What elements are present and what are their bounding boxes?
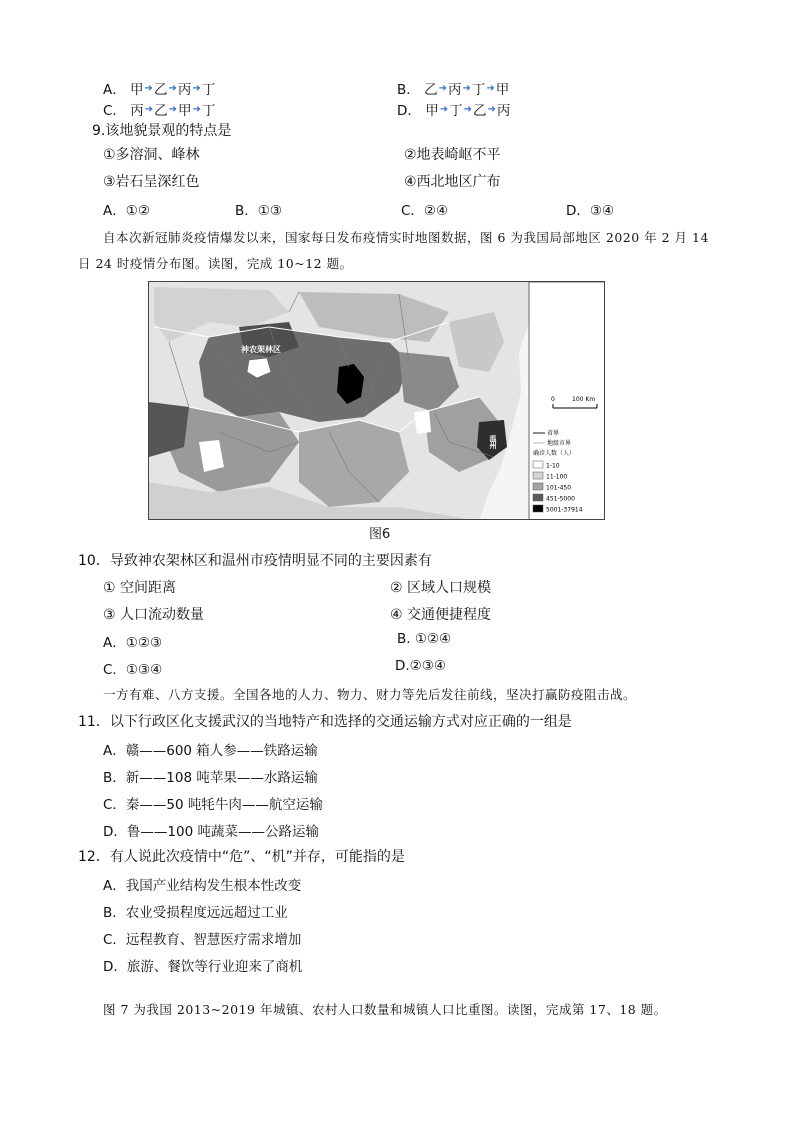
q8-option-c[interactable] (103, 99, 215, 119)
seq-item: 甲 (495, 82, 510, 98)
q9-statement-2: ②地表崎岖不平 (404, 147, 501, 163)
arrow-right-icon: ➜ (192, 103, 201, 115)
intro-line-2: 日 24 时疫情分布图。读图，完成 10~12 题。 (78, 256, 353, 271)
q11-option-b[interactable]: B．新——108 吨苹果——水路运输 (103, 770, 318, 786)
arrow-right-icon: ➜ (144, 82, 153, 94)
q12-option-c[interactable]: C．远程教育、智慧医疗需求增加 (103, 932, 302, 948)
q9-option-d[interactable]: D．③④ (566, 203, 615, 219)
q10-statement-3: ③ 人口流动数量 (103, 607, 205, 623)
arrow-right-icon: ➜ (463, 103, 472, 115)
seq-item: 丙 (130, 103, 144, 119)
q8-option-d[interactable] (397, 99, 510, 119)
q8-option-b[interactable] (397, 78, 509, 98)
legend-swatch-3 (533, 494, 543, 501)
epidemic-map (148, 281, 605, 520)
legend-label-2: 101-450 (546, 484, 572, 492)
arrow-right-icon: ➜ (462, 82, 471, 94)
q11-option-c[interactable]: C．秦——50 吨牦牛肉——航空运输 (103, 797, 323, 813)
seq-item: 乙 (424, 82, 438, 98)
arrow-right-icon: ➜ (438, 82, 447, 94)
q12-option-d[interactable]: D．旅游、餐饮等行业迎来了商机 (103, 959, 303, 975)
q8-option-b-letter: B． (397, 82, 420, 98)
scale-zero: 0 (551, 396, 555, 403)
arrow-right-icon: ➜ (487, 103, 496, 115)
figure-6-caption: 图6 (369, 527, 391, 542)
q10-statement-1: ① 空间距离 (103, 580, 177, 596)
q9-option-c[interactable]: C．②④ (401, 203, 449, 219)
seq-item: 丁 (201, 103, 216, 119)
epidemic-map-svg (149, 282, 605, 520)
q9-option-a[interactable]: A．①② (103, 203, 150, 219)
q10-statement-2: ② 区域人口规模 (390, 580, 492, 596)
q8-option-a-sequence (130, 78, 215, 98)
q9-option-b[interactable]: B．①③ (235, 203, 282, 219)
q10-statement-4: ④ 交通便捷程度 (390, 607, 492, 623)
q8-option-c-letter: C． (103, 103, 126, 119)
legend-province-label: 省界 (547, 430, 560, 437)
label-shennongjia: 神农架林区 (241, 345, 281, 354)
seq-item: 甲 (130, 82, 144, 98)
seq-item: 丁 (201, 82, 216, 98)
q11-question: 11．以下行政区化支援武汉的当地特产和选择的交通运输方式对应正确的一组是 (78, 714, 572, 730)
seq-item: 丁 (449, 103, 463, 119)
intro-3: 图 7 为我国 2013~2019 年城镇、农村人口数量和城镇人口比重图。读图，完成第 17、18 题。 (103, 1002, 667, 1017)
q10-option-a[interactable]: A．①②③ (103, 635, 163, 651)
legend-label-0: 1-10 (546, 462, 560, 470)
q10-option-c[interactable]: C．①③④ (103, 662, 163, 678)
seq-item: 乙 (472, 103, 487, 119)
seq-item: 乙 (153, 82, 168, 98)
seq-item: 乙 (154, 103, 168, 119)
q8-option-b-sequence (424, 78, 509, 98)
q8-option-a-letter: A． (103, 82, 126, 98)
q10-option-d[interactable]: D.②③④ (395, 658, 446, 674)
arrow-right-icon: ➜ (168, 82, 177, 94)
seq-item: 甲 (425, 103, 439, 119)
legend-swatch-2 (533, 483, 543, 490)
arrow-right-icon: ➜ (439, 103, 449, 115)
q12-question: 12．有人说此次疫情中“危”、“机”并存，可能指的是 (78, 849, 405, 865)
q9-statement-4: ④西北地区广布 (404, 174, 501, 190)
q9-statement-3: ③岩石呈深红色 (103, 174, 200, 190)
q8-option-c-sequence (130, 99, 215, 119)
seq-item: 丙 (177, 82, 192, 98)
q10-option-b[interactable]: B. ①②④ (397, 631, 452, 647)
legend-swatch-4 (533, 505, 543, 512)
seq-item: 丙 (496, 103, 511, 119)
q9-statement-1: ①多溶洞、峰林 (103, 147, 200, 163)
intro-2: 一方有难、八方支援。全国各地的人力、物力、财力等先后发往前线，坚决打赢防疫阻击战。 (103, 687, 637, 702)
legend-swatch-1 (533, 472, 543, 479)
legend-swatch-0 (533, 461, 543, 468)
arrow-right-icon: ➜ (168, 103, 178, 115)
q8-option-d-sequence (425, 99, 510, 119)
seq-item: 甲 (178, 103, 192, 119)
legend-label-3: 451-5000 (546, 495, 575, 503)
q9-question: 9.该地貌景观的特点是 (92, 123, 232, 139)
q12-option-a[interactable]: A．我国产业结构发生根本性改变 (103, 878, 302, 894)
q11-option-d[interactable]: D．鲁——100 吨蔬菜——公路运输 (103, 824, 319, 840)
q8-option-a[interactable] (103, 78, 215, 98)
q10-question: 10．导致神农架林区和温州市疫情明显不同的主要因素有 (78, 553, 432, 569)
seq-item: 丁 (471, 82, 486, 98)
legend-label-1: 11-100 (546, 473, 568, 481)
q8-option-d-letter: D． (397, 103, 421, 119)
q12-option-b[interactable]: B．农业受损程度远远超过工业 (103, 905, 288, 921)
legend-label-4: 5001-37914 (546, 506, 583, 514)
legend-title: 确诊人数（人） (533, 450, 576, 457)
arrow-right-icon: ➜ (192, 82, 201, 94)
arrow-right-icon: ➜ (144, 103, 154, 115)
scale-label: 100 Km (572, 396, 596, 403)
legend-city-label: 地级市界 (547, 440, 572, 447)
arrow-right-icon: ➜ (486, 82, 495, 94)
label-wenzhou: 温州 (489, 435, 497, 449)
seq-item: 丙 (447, 82, 462, 98)
intro-line-1: 自本次新冠肺炎疫情爆发以来，国家每日发布疫情实时地图数据，图 6 为我国局部地区 2020 年 2 月 14 (103, 230, 709, 245)
q11-option-a[interactable]: A．赣——600 箱人参——铁路运输 (103, 743, 318, 759)
